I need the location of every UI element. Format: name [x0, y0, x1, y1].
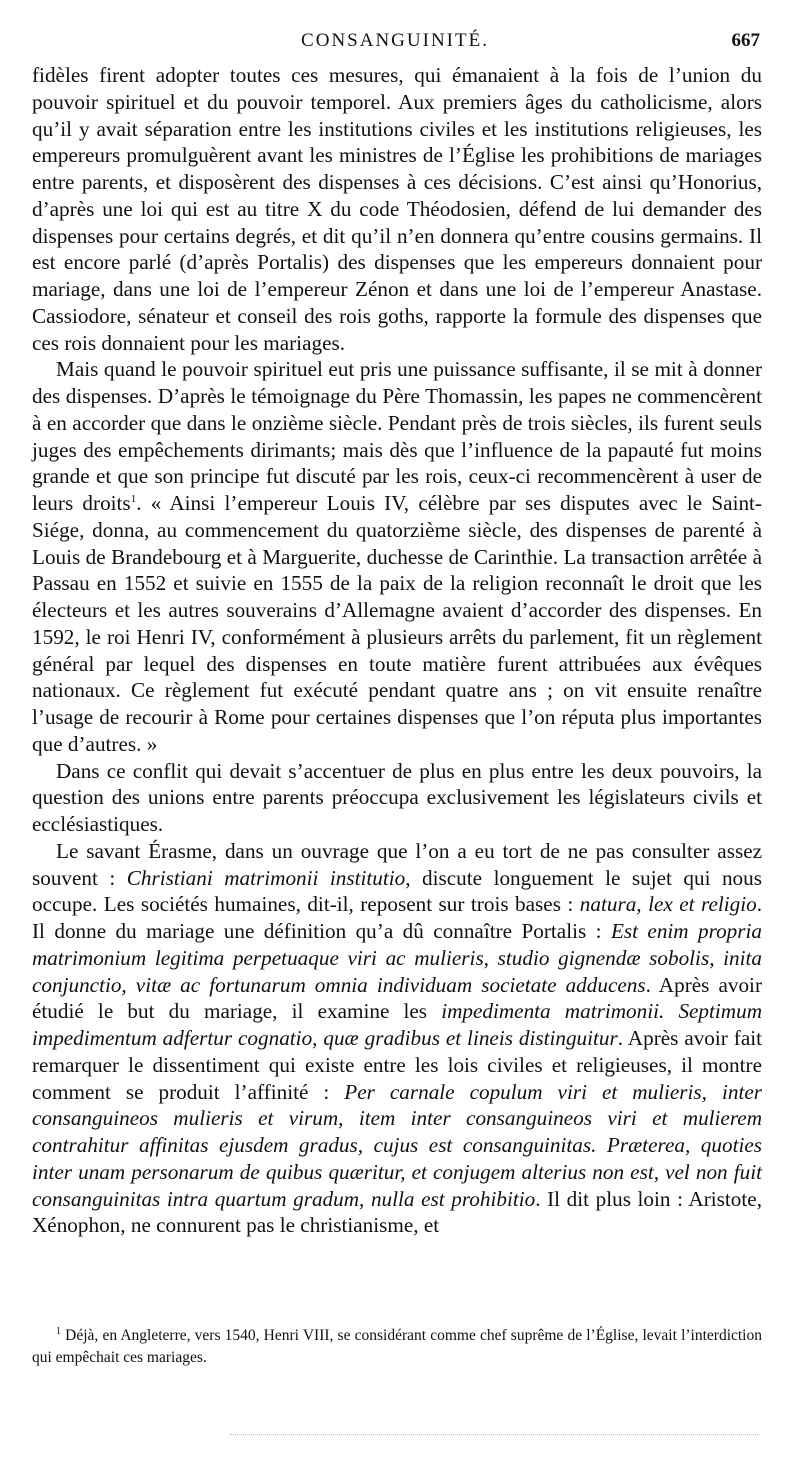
paragraph	[32, 838, 762, 1239]
running-head	[30, 30, 760, 58]
paragraph	[32, 758, 762, 838]
paragraph	[32, 62, 762, 356]
footnote-reference: 1	[130, 492, 137, 505]
footnote-marker: 1	[56, 1325, 61, 1337]
footnote-paragraph	[32, 1325, 762, 1369]
footnote-text: Déjà, en Angleterre, vers 1540, Henri VIII, se considérant comme chef suprême de l’Église, levait l’interdiction qui empêchait ces mariages.	[32, 1327, 762, 1366]
running-title: CONSANGUINITÉ.	[301, 30, 489, 51]
page-number: 667	[731, 30, 760, 51]
latin-quote: Per carnale copulum viri et mulieris, inter consanguineos mulieris et virum, item inter consanguineos viri et mulierem contrahitur affinitas ejusdem gradus, cujus est consanguinitas. Præterea, quoties inter unam personarum de quibus quæritur, et conjugem alterius non est, vel non fuit consanguinitas intra quartum gradum, nulla est prohibitio	[32, 1079, 762, 1211]
body-text	[32, 62, 762, 1239]
paragraph	[32, 356, 762, 757]
text-run: . Il donne du mariage une définition qu’a dû connaître Portalis :	[32, 892, 763, 943]
text-run: . Il dit plus loin : Aristote, Xénophon, ne connurent pas le christianisme, et	[32, 1186, 762, 1238]
text-run: . Après avoir étudié le but du mariage, il examine les	[32, 972, 763, 1024]
latin-quote: natura, lex et religio	[579, 892, 757, 917]
text-run: Le savant Érasme, dans un ouvrage que l’on a eu tort de ne pas consulter assez souvent :	[32, 838, 762, 890]
text-run: Dans ce conflit qui devait s’accentuer de plus en plus entre les deux pouvoirs, la question des unions entre parents préoccupa exclusivement les législateurs civils et ecclésiastiques.	[32, 758, 762, 836]
latin-quote: Christiani matrimonii institutio	[126, 865, 406, 890]
text-run: Mais quand le pouvoir spirituel eut pris une puissance suffisante, il se mit à donner des dispenses. D’après le témoignage du Père Thomassin, les papes ne commencèrent à en accorder que dans le onzième siècle. Pendant près de trois siècles, ils furent seuls juges des empêchements dirimants; mais dès que l’influence de la papauté fut moins grande et que son principe fut discuté par les rois, ceux-ci recommencèrent à user de leurs droits	[32, 357, 762, 515]
latin-quote: impedimenta matrimonii. Septimum impedimentum adfertur cognatio, quæ gradibus et lineis distinguitur	[32, 999, 762, 1050]
text-run: . Après avoir fait remarquer le dissentiment qui existe entre les lois civiles et religieuses, il montre comment se produit l’affinité :	[32, 1026, 762, 1104]
bottom-rule	[230, 1434, 760, 1435]
text-run: , discute longuement le sujet qui nous occupe. Les sociétés humaines, dit-il, reposent sur trois bases :	[32, 865, 762, 917]
footnote	[32, 1325, 762, 1369]
text-run: fidèles firent adopter toutes ces mesures, qui émanaient à la fois de l’union du pouvoir spirituel et du pouvoir temporel. Aux premiers âges du catholicisme, alors qu’il y avait séparation entre les institutions civiles et les institutions religieuses, les empereurs promulguèrent avant les ministres de l’Église les prohibitions de mariages entre parents, et disposèrent des dispenses à ces décisions. C’est ainsi qu’Honorius, d’après une loi qui est au titre X du code Théodosien, défend de lui demander des dispenses pour certains degrés, et dit qu’il n’en donnera qu’entre cousins germains. Il est encore parlé (d’après Portalis) des dispenses que les empereurs donnaient pour mariage, dans une loi de l’empereur Zénon et dans une loi de l’empereur Anastase. Cassiodore, sénateur et conseil des rois goths, rapporte la formule des dispenses que ces rois donnaient pour les mariages.	[32, 63, 762, 355]
text-run: . « Ainsi l’empereur Louis IV, célèbre par ses disputes avec le Saint-Siége, donna, au commencement du quatorzième siècle, des dispenses de parenté à Louis de Brandebourg et à Marguerite, duchesse de Carinthie. La transaction arrêtée à Passau en 1552 et suivie en 1555 de la paix de la religion reconnaît le droit que les électeurs et les autres souverains d’Allemagne avaient d’accorder des dispenses. En 1592, le roi Henri IV, conformément à plusieurs arrêts du parlement, fit un règlement général par lequel des dispenses en toute matière furent attribuées aux évêques nationaux. Ce règlement fut exécuté pendant quatre ans ; on vit ensuite renaître l’usage de recourir à Rome pour certaines dispenses que l’on réputa plus importantes que d’autres. »	[32, 491, 762, 756]
latin-quote: Est enim propria matrimonium legitima perpetuaque viri ac mulieris, studio gignendæ sobolis, inita conjunctio, vitæ ac fortunarum omnia individuam societate adducens	[32, 919, 762, 997]
